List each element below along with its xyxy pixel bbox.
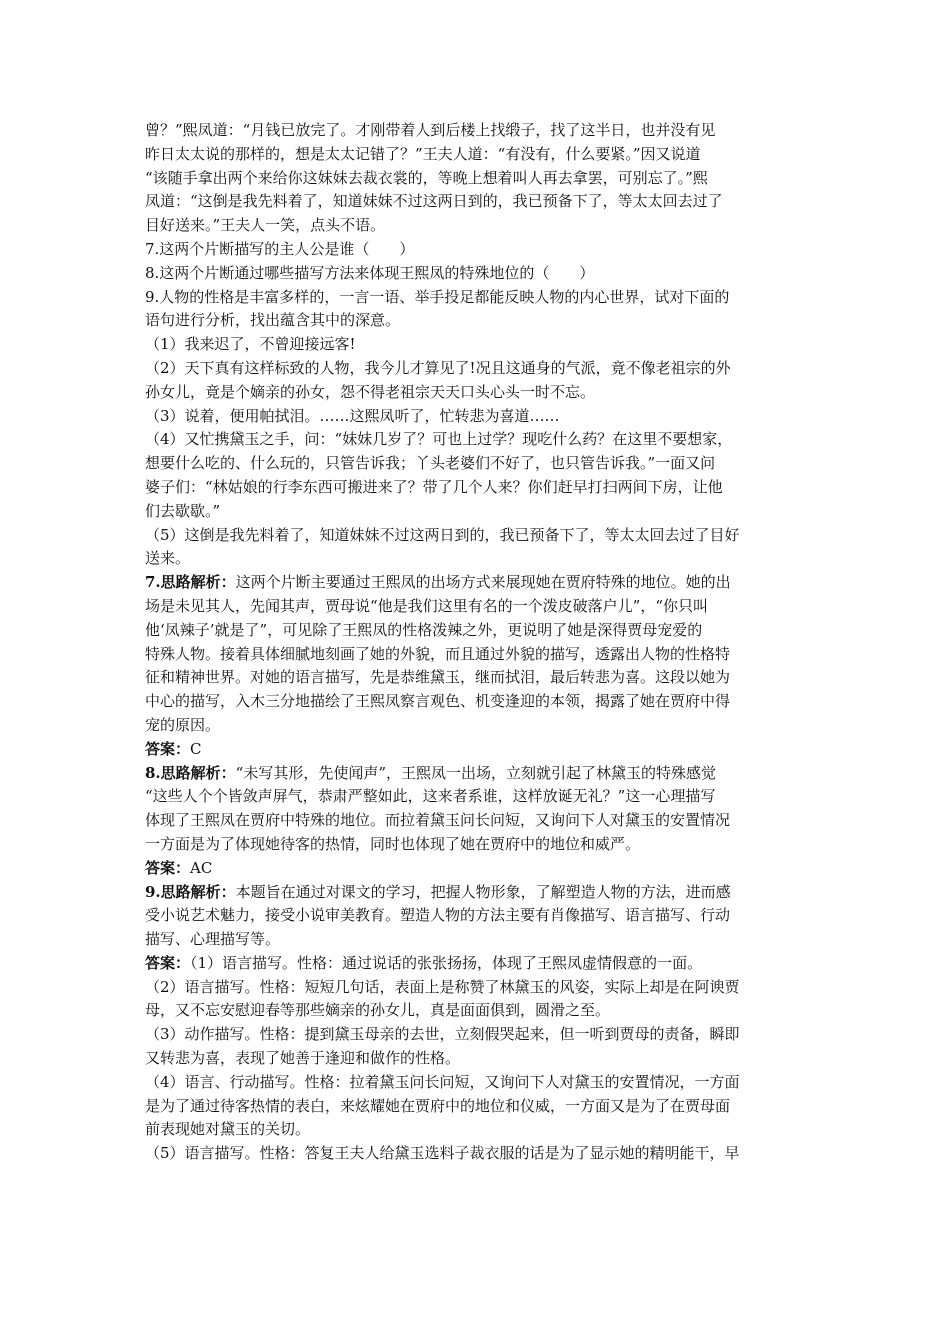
line-text: 一方面是为了体现她待客的热情，同时也体现了她在贾府中的地位和威严。: [145, 834, 641, 853]
line-text: 8.这两个片断通过哪些描写方法来体现王熙凤的特殊地位的（ ）: [145, 263, 595, 282]
line-text: C: [190, 739, 202, 758]
text-line: [145, 928, 810, 952]
text-line: [145, 762, 810, 786]
line-text: 婆子们：“林姑娘的行李东西可搬进来了？带了几个人来？你们赶早打扫两间下房，让他: [145, 477, 723, 496]
line-heading: 答案：: [145, 739, 191, 758]
text-line: [145, 238, 810, 262]
line-text: 他‘凤辣子’就是了”，可见除了王熙凤的性格泼辣之外，更说明了她是深得贾母宠爱的: [145, 620, 703, 639]
text-line: [145, 190, 810, 214]
line-heading: 答案：: [145, 953, 191, 972]
text-line: [145, 690, 810, 714]
line-text: 目好送来。”王夫人一笑，点头不语。: [145, 216, 386, 235]
text-line: [145, 405, 810, 429]
line-text: 9.人物的性格是丰富多样的，一言一语、举手投足都能反映人物的内心世界，试对下面的: [145, 287, 730, 306]
line-text: 征和精神世界。对她的语言描写，先是恭维黛玉，继而拭泪，最后转悲为喜。这段以她为: [145, 668, 731, 687]
text-line: [145, 452, 810, 476]
line-text: 中心的描写，入木三分地描绘了王熙凤察言观色、机变逢迎的本领，揭露了她在贾府中得: [145, 692, 731, 711]
text-line: [145, 999, 810, 1023]
text-line: [145, 381, 810, 405]
line-text: （1）我来迟了，不曾迎接远客!: [145, 335, 356, 354]
text-line: [145, 643, 810, 667]
line-text: 孙女儿，竟是个嫡亲的孙女，怨不得老祖宗天天口头心头一时不忘。: [145, 382, 596, 401]
text-line: [145, 1047, 810, 1071]
text-line: [145, 119, 810, 143]
text-line: [145, 309, 810, 333]
line-text: 这两个片断主要通过王熙凤的出场方式来展现她在贾府特殊的地位。她的出: [235, 573, 731, 592]
text-line: [145, 785, 810, 809]
text-line: [145, 881, 810, 905]
text-line: [145, 571, 810, 595]
text-line: [145, 1118, 810, 1142]
text-line: [145, 1142, 810, 1166]
line-text: 特殊人物。接着具体细腻地刻画了她的外貌，而且通过外貌的描写，透露出人物的性格特: [145, 644, 731, 663]
text-line: [145, 738, 810, 762]
line-heading: 7.思路解析：: [145, 573, 236, 592]
text-line: [145, 1071, 810, 1095]
text-line: [145, 286, 810, 310]
text-line: [145, 619, 810, 643]
text-line: [145, 167, 810, 191]
line-text: 母，又不忘安慰迎春等那些嫡亲的孙女儿，真是面面俱到，圆滑之至。: [145, 1001, 611, 1020]
line-text: AC: [190, 858, 213, 877]
line-heading: 9.思路解析：: [145, 882, 236, 901]
line-text: 凤道：“这倒是我先料着了，知道妹妹不过这两日到的，我已预备下了，等太太回去过了: [145, 192, 723, 211]
line-text: （2）天下真有这样标致的人物，我今儿才算见了!况且这通身的气派，竟不像老祖宗的外: [145, 358, 731, 377]
line-text: 们去歇歇。”: [145, 501, 221, 520]
document-page: [145, 119, 810, 1166]
text-line: [145, 428, 810, 452]
line-text: 语句进行分析，找出蕴含其中的深意。: [145, 311, 401, 330]
line-text: 场是未见其人，先闻其声，贾母说“他是我们这里有名的一个泼皮破落户儿”，“你只叫: [145, 596, 709, 615]
line-heading: 8.思路解析：: [145, 763, 236, 782]
line-text: （4）语言、行动描写。性格：拉着黛玉问长问短，又询问下人对黛玉的安置情况，一方面: [145, 1072, 740, 1091]
text-line: [145, 595, 810, 619]
text-line: [145, 809, 810, 833]
text-line: [145, 262, 810, 286]
text-line: [145, 976, 810, 1000]
line-text: （4）又忙携黛玉之手，问：“妹妹几岁了？可也上过学？现吃什么药？在这里不要想家，: [145, 430, 733, 449]
line-text: “该随手拿出两个来给你这妹妹去裁衣裳的，等晚上想着叫人再去拿罢，可别忘了。”熙: [145, 168, 708, 187]
text-line: [145, 357, 810, 381]
line-text: 是为了通过待客热情的表白，来炫耀她在贾府中的地位和仪威，一方面又是为了在贾母面: [145, 1096, 731, 1115]
line-text: （2）语言描写。性格：短短几句话，表面上是称赞了林黛玉的风姿，实际上却是在阿谀贾: [145, 977, 740, 996]
line-heading: 答案：: [145, 858, 191, 877]
line-text: 受小说艺术魅力，接受小说审美教育。塑造人物的方法主要有肖像描写、语言描写、行动: [145, 906, 731, 925]
text-line: [145, 904, 810, 928]
line-text: 描写、心理描写等。: [145, 930, 281, 949]
text-line: [145, 500, 810, 524]
line-text: （3）动作描写。性格：提到黛玉母亲的去世，立刻假哭起来，但一听到贾母的责备，瞬即: [145, 1025, 740, 1044]
text-line: [145, 333, 810, 357]
text-line: [145, 714, 810, 738]
text-line: [145, 547, 810, 571]
line-text: 想要什么吃的、什么玩的，只管告诉我；丫头老婆们不好了，也只管告诉我。”一面又问: [145, 454, 716, 473]
line-text: 前表现她对黛玉的关切。: [145, 1120, 311, 1139]
text-line: [145, 476, 810, 500]
line-text: 本题旨在通过对课文的学习，把握人物形象，了解塑造人物的方法，进而感: [235, 882, 731, 901]
line-text: “未写其形，先使闻声”，王熙凤一出场，立刻就引起了林黛玉的特殊感觉: [235, 763, 717, 782]
text-line: [145, 833, 810, 857]
line-text: “这些人个个皆敛声屏气，恭肃严整如此，这来者系谁，这样放诞无礼？”这一心理描写: [145, 787, 716, 806]
text-line: [145, 143, 810, 167]
line-text: （3）说着，便用帕拭泪。……这熙凤听了，忙转悲为喜道……: [145, 406, 560, 425]
text-line: [145, 857, 810, 881]
line-text: （1）语言描写。性格：通过说话的张张扬扬，体现了王熙凤虚情假意的一面。: [190, 953, 703, 972]
text-line: [145, 524, 810, 548]
line-text: 体现了王熙凤在贾府中特殊的地位。而拉着黛玉问长问短，又询问下人对黛玉的安置情况: [145, 811, 731, 830]
text-line: [145, 1095, 810, 1119]
line-text: （5）这倒是我先料着了，知道妹妹不过这两日到的，我已预备下了，等太太回去过了目好: [145, 525, 740, 544]
line-text: 昨日太太说的那样的，想是太太记错了？”王夫人道：“有没有，什么要紧。”因又说道: [145, 144, 701, 163]
line-text: （5）语言描写。性格：答复王夫人给黛玉选料子裁衣服的话是为了显示她的精明能干，早: [145, 1144, 740, 1163]
text-line: [145, 1023, 810, 1047]
line-text: 送来。: [145, 549, 191, 568]
text-line: [145, 666, 810, 690]
line-text: 又转悲为喜，表现了她善于逢迎和做作的性格。: [145, 1049, 461, 1068]
text-line: [145, 952, 810, 976]
line-text: 7.这两个片断描写的主人公是谁（ ）: [145, 239, 415, 258]
line-text: 曾？”熙凤道：“月钱已放完了。才刚带着人到后楼上找缎子，找了这半日，也并没有见: [145, 121, 716, 139]
line-text: 宠的原因。: [145, 715, 221, 734]
text-line: [145, 214, 810, 238]
